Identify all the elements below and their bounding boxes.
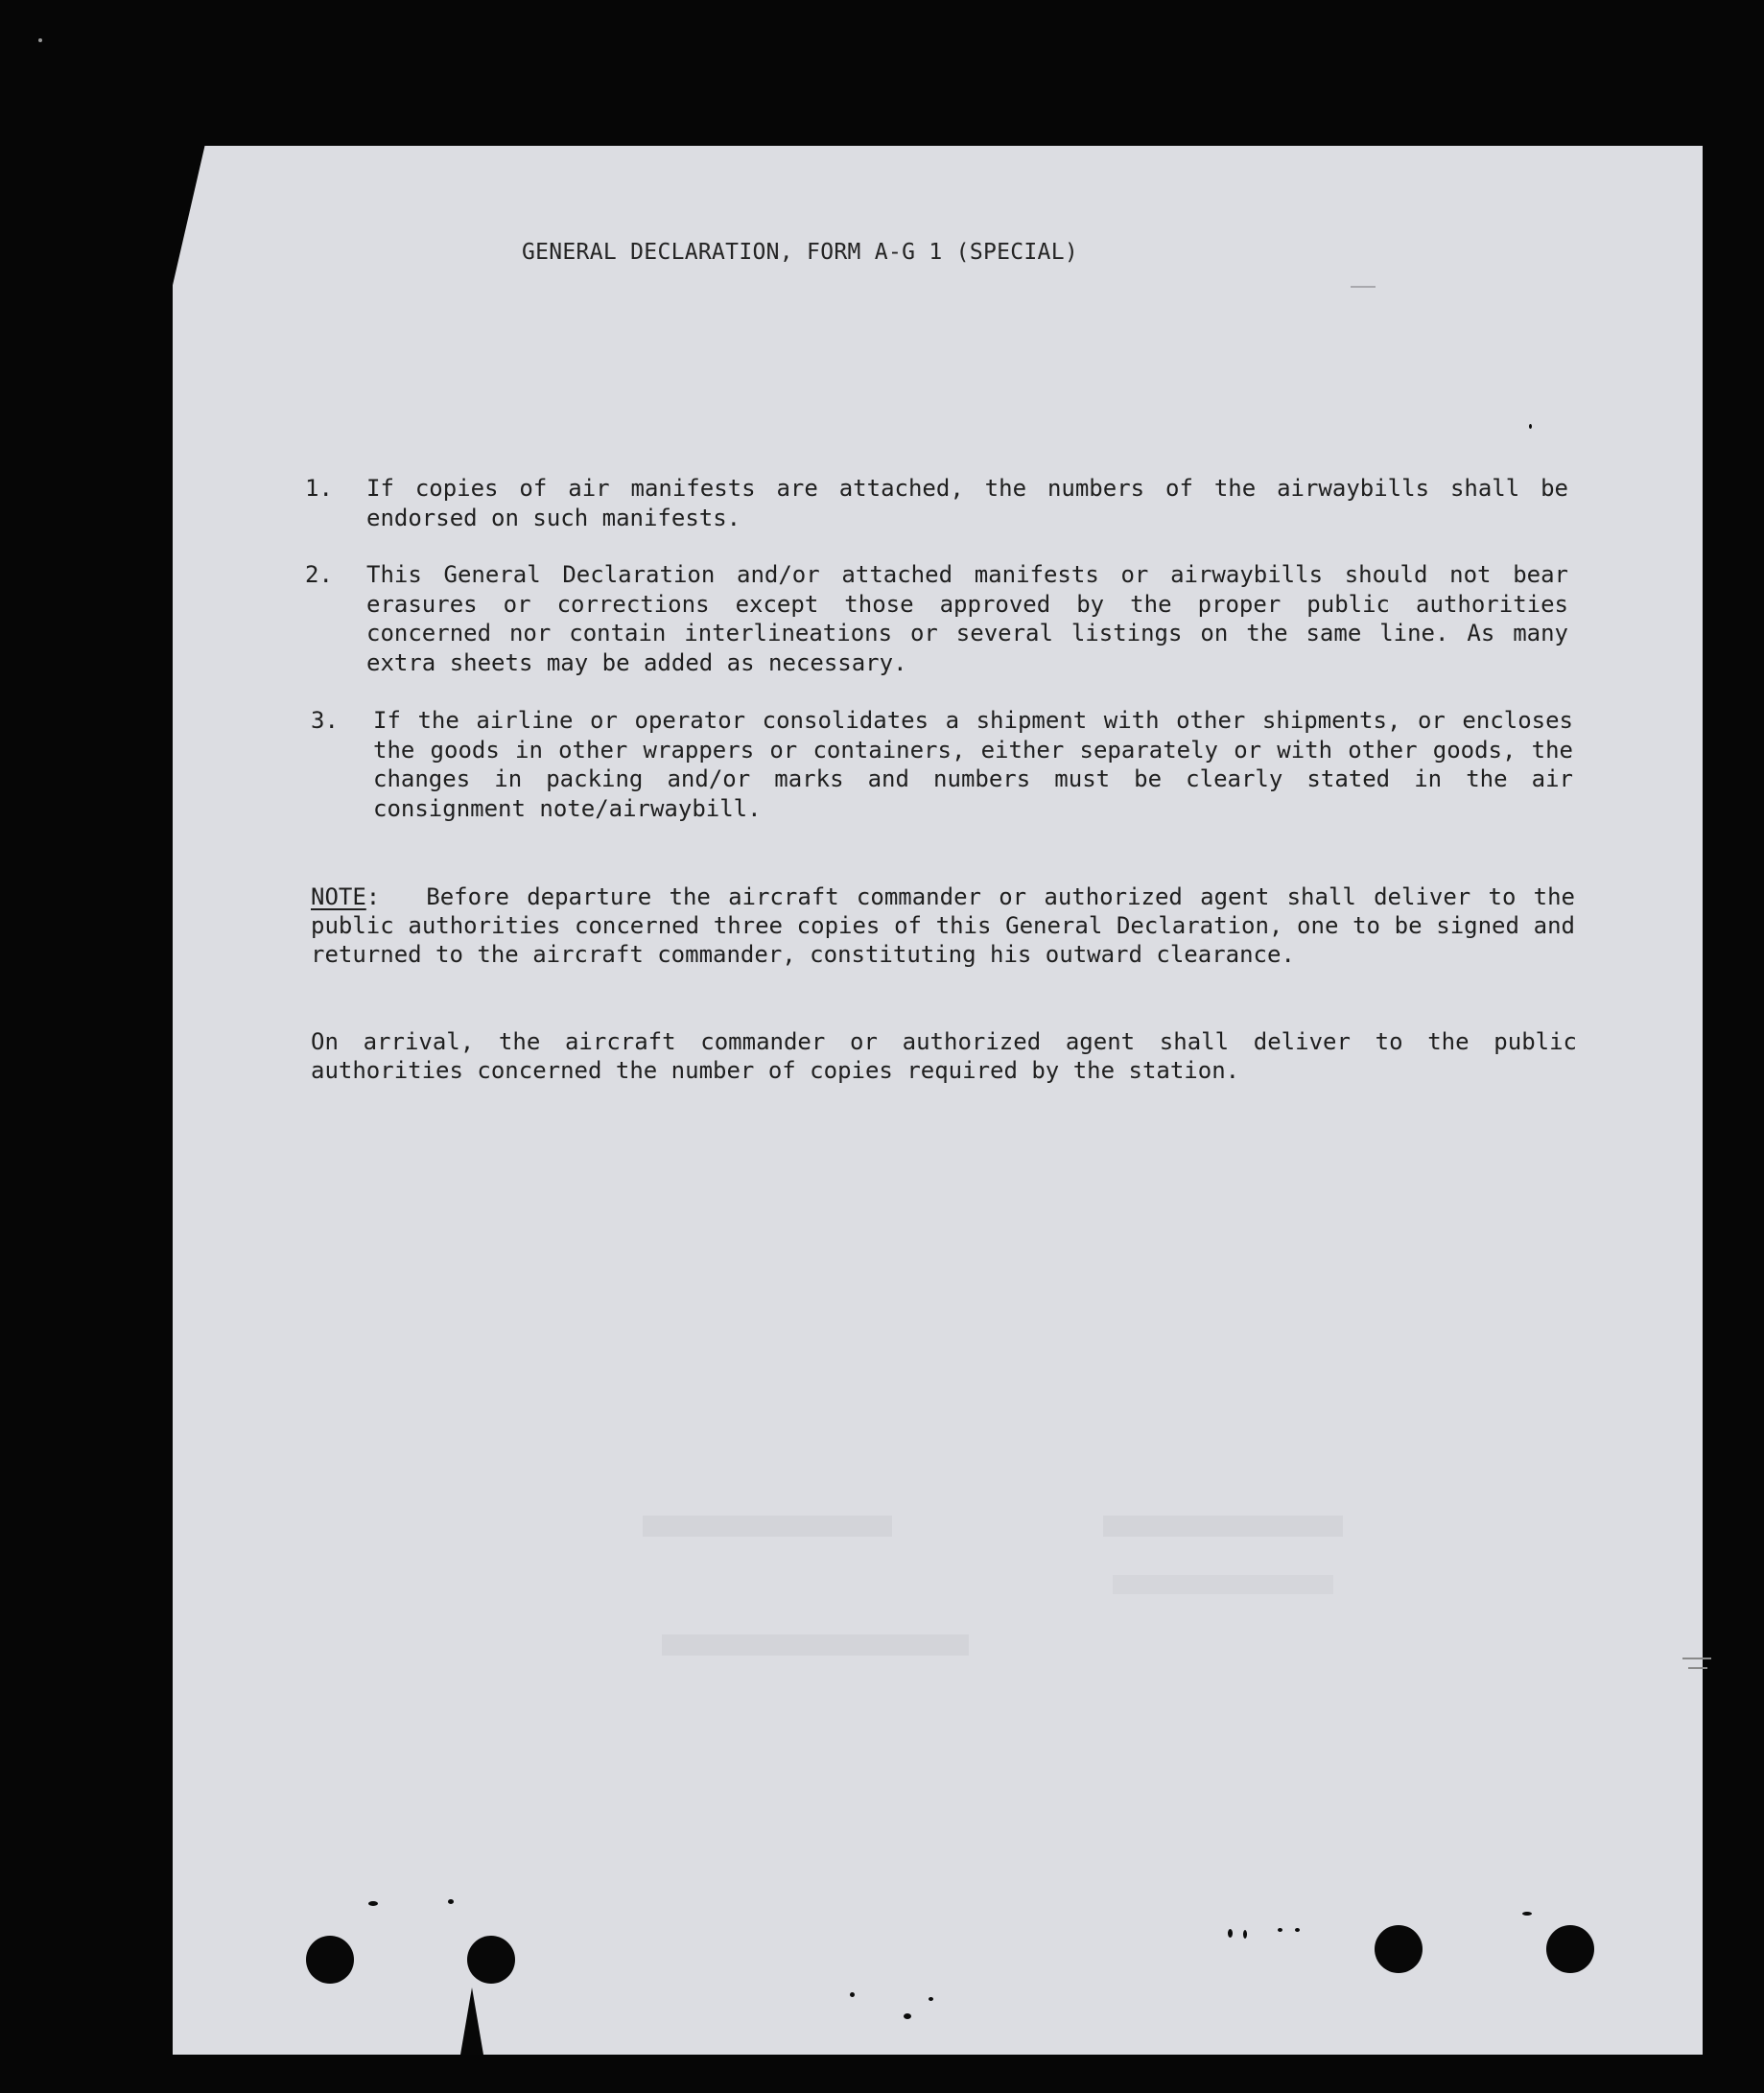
bleed-through-mark xyxy=(1103,1516,1343,1537)
edge-mark xyxy=(1688,1667,1707,1669)
punch-hole xyxy=(1546,1925,1594,1973)
item-number: 1. xyxy=(305,475,333,502)
note-text: Before departure the aircraft commander or authorized agent shall deliver to the public authorities concerned three copies of this General Declaration, one to be signed and returned to the aircraft commander, constituting his outward clearance. xyxy=(311,883,1575,968)
speck xyxy=(38,38,42,42)
bleed-through-mark xyxy=(662,1634,969,1656)
note-paragraph: NOTE: Before departure the aircraft commander or authorized agent shall deliver to the public authorities concerned three copies of this General Declaration, one to be signed and returned to the aircraft commander, constituting his outward clearance. xyxy=(311,883,1575,968)
punch-hole xyxy=(306,1936,354,1984)
list-item-text: If the airline or operator consolidates a shipment with other shipments, or encloses the goods in other wrappers or containers, either separately or with other goods, the changes in packing and/or marks and numbers must be clearly stated in the air consignment note/airwaybill. xyxy=(373,707,1573,822)
paper-tear xyxy=(460,1987,483,2055)
speck xyxy=(1278,1928,1282,1932)
speck xyxy=(1243,1930,1247,1939)
list-item-text: If copies of air manifests are attached, the numbers of the airwaybills shall be endorsed on such manifests. xyxy=(366,475,1568,531)
speck xyxy=(929,1997,933,2001)
speck xyxy=(448,1899,454,1904)
edge-mark xyxy=(1351,286,1376,288)
punch-hole xyxy=(1375,1925,1423,1973)
speck xyxy=(1522,1912,1532,1916)
speck xyxy=(850,1992,855,1997)
list-item-text: This General Declaration and/or attached manifests or airwaybills should not bear erasures or corrections except those approved by the proper public authorities concerned nor contain interlineations or several listings on the same line. As many extra sheets may be added as necessary. xyxy=(366,561,1568,676)
edge-mark xyxy=(1682,1658,1711,1659)
item-number: 3. xyxy=(311,707,339,734)
document-title: GENERAL DECLARATION, FORM A-G 1 (SPECIAL) xyxy=(521,240,1079,265)
speck xyxy=(1529,424,1532,429)
punch-hole xyxy=(467,1936,515,1984)
item-number: 2. xyxy=(305,561,333,588)
speck xyxy=(1295,1928,1300,1932)
speck xyxy=(904,2013,911,2019)
bleed-through-mark xyxy=(643,1516,892,1537)
bleed-through-mark xyxy=(1113,1575,1333,1594)
speck xyxy=(368,1901,378,1906)
note-label: NOTE xyxy=(311,883,366,910)
arrival-paragraph: On arrival, the aircraft commander or authorized agent shall deliver to the public authorities concerned the number of copies required by the station. xyxy=(311,1028,1577,1084)
document-page xyxy=(173,146,1703,2055)
speck xyxy=(1228,1929,1233,1938)
